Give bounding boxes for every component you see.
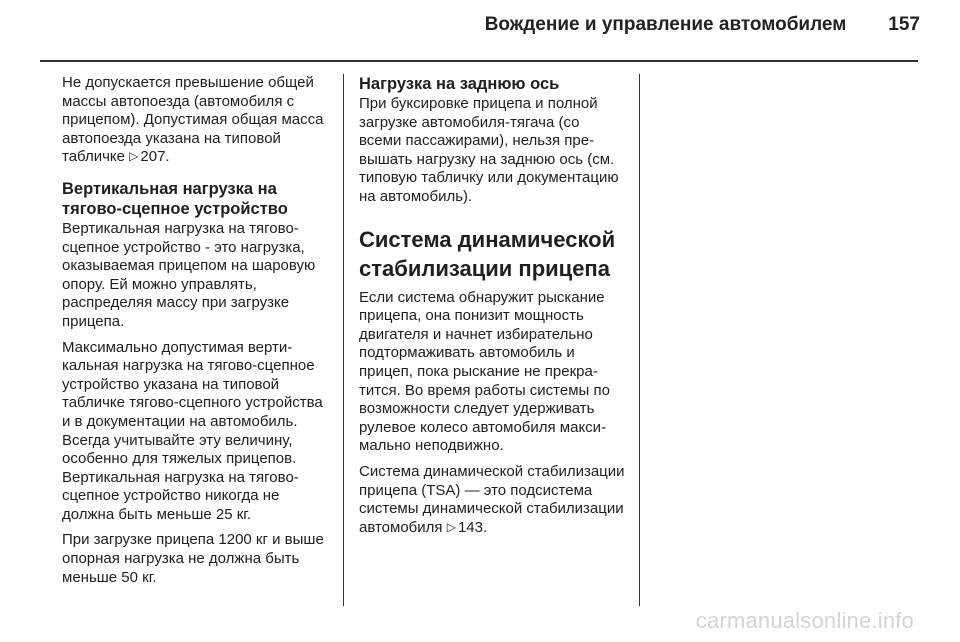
section-heading-tongue-load: Вертикальная нагрузка на тягово-сцепное устройство (62, 179, 288, 218)
page-reference[interactable]: ▷ 143. (446, 518, 488, 536)
page-header-title: Вождение и управление автомобилем (484, 14, 847, 35)
page-reference[interactable]: ▷ 207. (129, 148, 170, 166)
page-number: 157 (888, 14, 920, 35)
header-divider (40, 60, 918, 62)
paragraph-tsa: Система динамической стабилизации прицепа (TSA) — это подсистема системы динамической стабилизации автомобиля ▷ 143. (359, 462, 625, 536)
paragraph: При загрузке прицепа 1200 кг и выше опорная нагрузка не должна быть меньше 50 кг. (62, 531, 324, 586)
column-divider-1 (343, 74, 344, 606)
play-arrow-icon: ▷ (446, 519, 456, 534)
intro-paragraph: Не допускается превышение общей массы автопоезда (автомобиля с прицепом). Допустимая общая масса автопоезда указана на типовой табличке ▷ 207. (62, 74, 324, 166)
section-heading-rear-axle: Нагрузка на заднюю ось (359, 75, 560, 93)
column-divider-2 (639, 74, 640, 606)
section-title-trailer-stability: Система динамической стабилизации прицепа (359, 226, 616, 281)
watermark: carmanualsonline.info (695, 608, 914, 633)
paragraph: При буксировке прицепа и полной загрузке автомобиля-тягача (со всеми пассажирами), нельзя превышать нагрузку на заднюю ось (см. типовую табличку или документацию на автомобиль). (359, 95, 619, 205)
play-arrow-icon: ▷ (129, 149, 139, 164)
paragraph: Если система обнаружит рыскание прицепа, она понизит мощность двигателя и начнет избирательно подтормаживать автомобиль и прицеп, пока рыскание не прекратится. Во время работы системы по возможности следует удерживать рулевое колесо автомобиля максимально неподвижно. (359, 288, 610, 455)
paragraph: Вертикальная нагрузка на тягово-сцепное устройство - это нагрузка, оказываемая прицепом на шаровую опору. Ей можно управлять, распределяя массу при загрузке прицепа. (62, 219, 316, 330)
column-left (62, 74, 334, 594)
column-middle (359, 74, 625, 544)
page-header (485, 14, 920, 36)
paragraph: Максимально допустимая вертикальная нагрузка на тягово-сцепное устройство указана на типовой табличке тягово-сцепного устройства и в документации на автомобиль. Всегда учитывайте эту величину, особенно для тяжелых прицепов. Вертикальная нагрузка на тягово-сцепное устройство никогда не должна быть меньше 25 кг. (62, 338, 323, 523)
